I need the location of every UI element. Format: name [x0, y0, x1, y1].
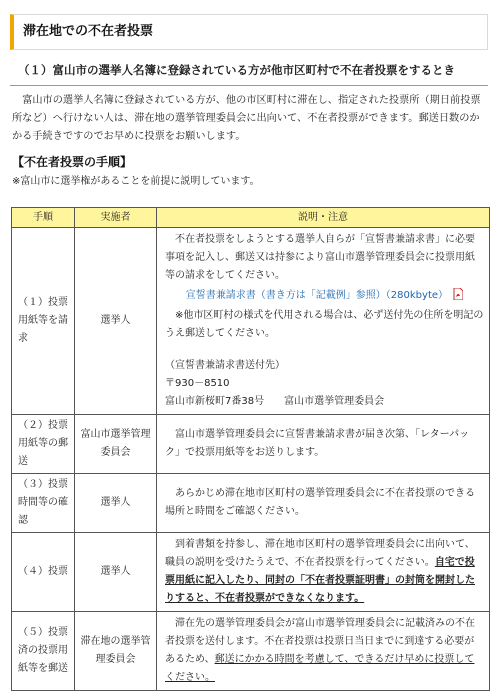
desc-text-a: 滞在先の選挙管理委員会が富山市選挙管理委員会に記載済みの不在者投票を送付します。不在者投票は投票日当日までに到達する必要があるため、	[165, 618, 475, 665]
table-row	[12, 228, 490, 415]
pdf-icon	[453, 288, 463, 300]
actor-cell: 選挙人	[75, 228, 157, 415]
header-desc: 説明・注意	[157, 208, 490, 228]
actor-cell: 選挙人	[75, 474, 157, 533]
desc-cell	[157, 612, 490, 691]
actor-cell: 富山市選挙管理委員会	[75, 415, 157, 474]
sub-title: （１）富山市の選挙人名簿に登録されている方が他市区町村で不在者投票をするとき	[10, 60, 488, 86]
table-row	[12, 415, 490, 474]
desc-cell	[157, 474, 490, 533]
steps-table	[11, 207, 490, 691]
desc-text: 不在者投票をしようとする選挙人自らが「宣誓書兼請求書」に必要事項を記入し、郵送又は持参により富山市選挙管理委員会に投票用紙等の請求をしてください。	[165, 234, 475, 281]
table-header-row	[12, 208, 490, 228]
actor-cell: 滞在地の選挙管理委員会	[75, 612, 157, 691]
warning-text: 自宅で投票用紙に記入したり、同封の「不在者投票証明書」の封筒を開封したりすると、不在者投票ができなくなります。	[165, 557, 475, 604]
table-row	[12, 612, 490, 691]
advice-text: 郵送にかかる時間を考慮して、できるだけ早めに投票してください。	[165, 654, 475, 683]
steps-note: ※富山市に選挙権があることを前提に説明しています。	[12, 176, 260, 187]
desc-text: 富山市選挙管理委員会に宣誓書兼請求書が届き次第、「レターパック」で投票用紙等をお送りします。	[165, 429, 470, 458]
step-cell: （５）投票済の投票用紙等を郵送	[12, 612, 75, 691]
table-row	[12, 474, 490, 533]
table-row	[12, 533, 490, 612]
desc-text	[165, 615, 484, 687]
desc-cell	[157, 228, 490, 415]
header-actor: 実施者	[75, 208, 157, 228]
step-cell: （３）投票時間等の確認	[12, 474, 75, 533]
desc-text: あらかじめ滞在地市区町村の選挙管理委員会に不在者投票のできる場所と時間をご確認ください。	[165, 488, 475, 517]
step-cell: （１）投票用紙等を請求	[12, 228, 75, 415]
postal-code: 〒930－8510	[165, 378, 230, 389]
intro-paragraph	[12, 92, 488, 146]
address-label: （宣誓書兼請求書送付先）	[165, 360, 285, 371]
desc-cell	[157, 533, 490, 612]
desc-text-a: 到着書類を持参し、滞在地市区町村の選挙管理委員会に出向いて、職員の説明を受けたうえで、不在者投票を行ってください。	[165, 539, 475, 568]
address-block	[165, 357, 484, 411]
section-title: 滞在地での不在者投票	[10, 14, 488, 50]
desc-cell	[157, 415, 490, 474]
desc-text	[165, 536, 484, 608]
step-cell: （４）投票	[12, 533, 75, 612]
steps-heading: 【不在者投票の手順】	[12, 155, 133, 169]
actor-cell: 選挙人	[75, 533, 157, 612]
desc-note: ※他市区町村の様式を代用される場合は、必ず送付先の住所を明記のうえ郵送してください。	[165, 310, 484, 339]
request-form-link[interactable]	[165, 287, 484, 305]
header-step: 手順	[12, 208, 75, 228]
step-cell: （２）投票用紙等の郵送	[12, 415, 75, 474]
request-form-link-label: 宣誓書兼請求書（書き方は「記載例」参照）（280kbyte）	[185, 290, 449, 301]
intro-text: 富山市の選挙人名簿に登録されている方が、他の市区町村に滞在し、指定された投票所（期日前投票所など）へ行けない人は、滞在地の選挙管理委員会に出向いて、不在者投票ができます。郵送日数のかかる手続きですのでお早めに投票をお願いします。	[12, 95, 481, 142]
address: 富山市新桜町7番38号 富山市選挙管理委員会	[165, 396, 385, 407]
